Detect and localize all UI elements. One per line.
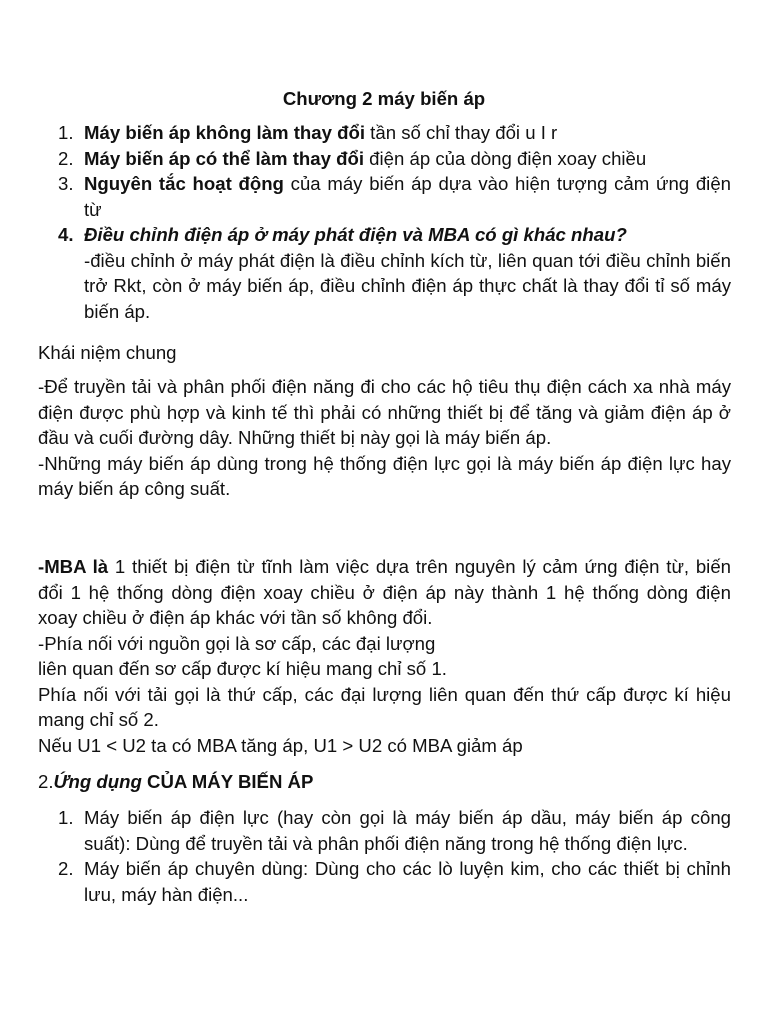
item-text: tần số chỉ thay đổi u I r <box>365 122 558 143</box>
list-item <box>38 146 731 172</box>
list-item <box>38 120 731 146</box>
list-number: 1. <box>58 122 74 143</box>
paragraph-text: Phía nối với tải gọi là thứ cấp, các đại lượng liên quan đến thứ cấp được kí hiệu mang chỉ số 2. <box>38 683 731 730</box>
bold-text: Máy biến áp có thể làm thay đổi <box>84 147 364 169</box>
item-text: điện áp của dòng điện xoay chiều <box>364 147 647 169</box>
list-item <box>38 171 731 222</box>
numbered-list-1 <box>38 120 731 324</box>
paragraph-text: -MBA là 1 thiết bị điện từ tĩnh làm việc dựa trên nguyên lý cảm ứng điện từ, biến đổi 1 hệ thống dòng điện xoay chiều ở điện áp này thành 1 hệ thống dòng điện xoay chiều ở điện áp khác với tần số không đổi. <box>38 556 731 628</box>
paragraph <box>38 554 731 758</box>
list-item <box>38 805 731 856</box>
list-item <box>38 222 731 248</box>
italic-text: Ứng dụng <box>53 771 142 792</box>
section-heading-2: 2.Ứng dụng CỦA MÁY BIẾN ÁP <box>38 771 314 792</box>
paragraph <box>38 374 731 502</box>
list-number: 2. <box>58 858 74 879</box>
paragraph-text: -Những máy biến áp dùng trong hệ thống điện lực gọi là máy biến áp điện lực hay máy biến áp công suất. <box>38 452 731 499</box>
paragraph-line: liên quan đến sơ cấp được kí hiệu mang chỉ số 1. <box>38 658 447 679</box>
paragraph-line: Nếu U1 < U2 ta có MBA tăng áp, U1 > U2 có MBA giảm áp <box>38 734 523 756</box>
bold-text: -MBA là <box>38 556 109 577</box>
page-title: Chương 2 máy biến áp <box>282 88 486 109</box>
numbered-list-2 <box>38 805 731 907</box>
list-item <box>38 856 731 907</box>
bold-text: Máy biến áp không làm thay đổi <box>84 122 366 143</box>
section-heading: Khái niệm chung <box>38 342 177 363</box>
item-text: của máy biến áp dựa vào hiện tượng cảm ứng điện từ <box>84 173 731 220</box>
answer-text: -điều chỉnh ở máy phát điện là điều chỉnh kích từ, liên quan tới điều chỉnh biến trở Rkt, còn ở máy biến áp, điều chỉnh điện áp thực chất là thay đổi tỉ số máy biến áp. <box>84 249 731 322</box>
item-text: Máy biến áp chuyên dùng: Dùng cho các lò luyện kim, cho các thiết bị chỉnh lưu, máy hàn điện... <box>84 858 731 905</box>
question-text: Điều chỉnh điện áp ở máy phát điện và MBA có gì khác nhau? <box>84 224 627 245</box>
paragraph-text: -Để truyền tải và phân phối điện năng đi cho các hộ tiêu thụ điện cách xa nhà máy điện được phù hợp và kinh tế thì phải có những thiết bị để tăng và giảm điện áp ở đầu và cuối đường dây. Những thiết bị này gọi là máy biến áp. <box>38 376 731 448</box>
list-number: 4. <box>58 224 74 245</box>
bold-text: Nguyên tắc hoạt động <box>84 173 284 194</box>
item-text: Máy biến áp điện lực (hay còn gọi là máy biến áp dầu, máy biến áp công suất): Dùng để truyền tải và phân phối điện năng trong hệ thống điện lực. <box>84 807 731 854</box>
list-number: 2. <box>58 147 74 169</box>
list-number: 1. <box>58 807 74 828</box>
list-number: 3. <box>58 173 74 194</box>
paragraph-line: -Phía nối với nguồn gọi là sơ cấp, các đại lượng <box>38 632 436 654</box>
